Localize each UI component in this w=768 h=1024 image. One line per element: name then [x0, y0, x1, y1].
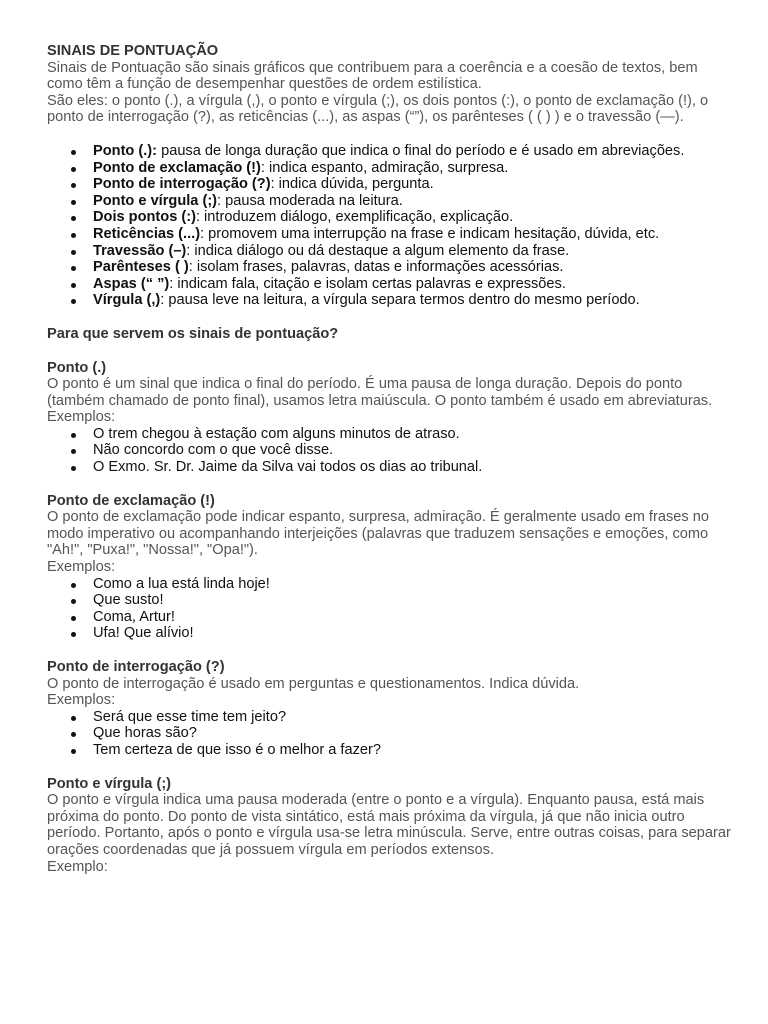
summary-list — [47, 143, 737, 309]
section-heading-ponto: Ponto (.) — [47, 359, 107, 376]
section-text-ponto: O ponto é um sinal que indica o final do período. É uma pausa de longa duração. Depois do ponto (também chamado de ponto final), usamos letra maiúscula. O ponto também é usado em abreviaturas. — [47, 376, 713, 409]
examples-list-exclamacao — [47, 576, 737, 642]
list-item-term: Ponto (.): — [93, 142, 158, 159]
list-item: Coma, Artur! — [47, 609, 737, 626]
list-item-term: Reticências (...) — [93, 225, 201, 242]
list-item: Que horas são? — [47, 725, 737, 742]
list-item — [47, 226, 737, 243]
list-item-text: : isolam frases, palavras, datas e informações acessórias. — [188, 259, 564, 276]
example-label: Exemplo: — [47, 858, 108, 875]
list-item — [47, 292, 737, 309]
list-item — [47, 176, 737, 193]
list-item: O trem chegou à estação com alguns minutos de atraso. — [47, 426, 737, 443]
list-item-text: : introduzem diálogo, exemplificação, explicação. — [195, 209, 514, 226]
section-heading-exclamacao: Ponto de exclamação (!) — [47, 492, 215, 509]
examples-list-ponto — [47, 426, 737, 476]
list-item-text: : indica dúvida, pergunta. — [270, 176, 434, 193]
list-item-term: Dois pontos (:) — [93, 209, 196, 226]
question-heading: Para que servem os sinais de pontuação? — [47, 325, 339, 342]
list-item: O Exmo. Sr. Dr. Jaime da Silva vai todos os dias ao tribunal. — [47, 459, 737, 476]
list-item — [47, 193, 737, 210]
section-heading-ponto-virgula: Ponto e vírgula (;) — [47, 775, 172, 792]
list-item-text: : pausa leve na leitura, a vírgula separa termos dentro do mesmo período. — [160, 292, 640, 309]
list-item-term: Ponto de interrogação (?) — [93, 176, 271, 193]
list-item-text: pausa de longa duração que indica o final do período e é usado em abreviações. — [157, 142, 685, 159]
list-item-term: Ponto de exclamação (!) — [93, 159, 261, 176]
list-item-text: : indica espanto, admiração, surpresa. — [260, 159, 509, 176]
page-title: SINAIS DE PONTUAÇÃO — [47, 43, 219, 59]
list-item-text: : indica diálogo ou dá destaque a algum elemento da frase. — [186, 242, 570, 259]
list-item: Que susto! — [47, 592, 737, 609]
list-item: Como a lua está linda hoje! — [47, 576, 737, 593]
section-text-exclamacao: O ponto de exclamação pode indicar espanto, surpresa, admiração. É geralmente usado em frases no modo imperativo ou acompanhando interjeições (palavras que traduzem sensações e emoções, como "Ah!", "Puxa!", "Nossa!", "Opa!"). — [47, 509, 709, 559]
list-item-term: Travessão (–) — [93, 242, 187, 259]
section-text-ponto-virgula: O ponto e vírgula indica uma pausa moderada (entre o ponto e a vírgula). Enquanto pausa, está mais próxima do ponto. Do ponto de vista sintático, está mais próxima da vírgula, já que não inicia outro período. Portanto, após o ponto e vírgula usa-se letra minúscula. Serve, entre outras coisas, para separar orações coordenadas que já possuem vírgula em períodos extensos. — [47, 792, 731, 858]
examples-label: Exemplos: — [47, 692, 116, 709]
intro-paragraph-2: São eles: o ponto (.), a vírgula (,), o ponto e vírgula (;), os dois pontos (:), o ponto de exclamação (!), o ponto de interrogação (?), as reticências (...), as aspas (“”), os parênteses ( ( ) ) e o travessão (—). — [47, 92, 709, 126]
section-text-interrogacao: O ponto de interrogação é usado em perguntas e questionamentos. Indica dúvida. — [47, 675, 580, 692]
intro-paragraph-1: Sinais de Pontuação são sinais gráficos que contribuem para a coerência e a coesão de textos, bem como têm a função de desempenhar questões de ordem estilística. — [47, 59, 698, 93]
list-item — [47, 143, 737, 160]
list-item-text: : promovem uma interrupção na frase e indicam hesitação, dúvida, etc. — [200, 225, 660, 242]
list-item-term: Aspas (“ ”) — [93, 275, 170, 292]
list-item — [47, 243, 737, 260]
examples-label: Exemplos: — [47, 409, 116, 426]
list-item — [47, 160, 737, 177]
list-item-term: Parênteses ( ) — [93, 259, 189, 276]
list-item-text: : pausa moderada na leitura. — [217, 192, 403, 209]
list-item-term: Ponto e vírgula (;) — [93, 192, 218, 209]
list-item — [47, 209, 737, 226]
list-item-term: Vírgula (,) — [93, 292, 161, 309]
examples-label: Exemplos: — [47, 559, 116, 576]
examples-list-interrogacao — [47, 709, 737, 759]
document-body — [47, 43, 737, 875]
list-item — [47, 259, 737, 276]
section-heading-interrogacao: Ponto de interrogação (?) — [47, 659, 225, 675]
list-item: Tem certeza de que isso é o melhor a fazer? — [47, 742, 737, 759]
list-item: Será que esse time tem jeito? — [47, 709, 737, 726]
list-item — [47, 276, 737, 293]
list-item: Ufa! Que alívio! — [47, 625, 737, 642]
list-item-text: : indicam fala, citação e isolam certas palavras e expressões. — [169, 275, 566, 292]
list-item: Não concordo com o que você disse. — [47, 442, 737, 459]
